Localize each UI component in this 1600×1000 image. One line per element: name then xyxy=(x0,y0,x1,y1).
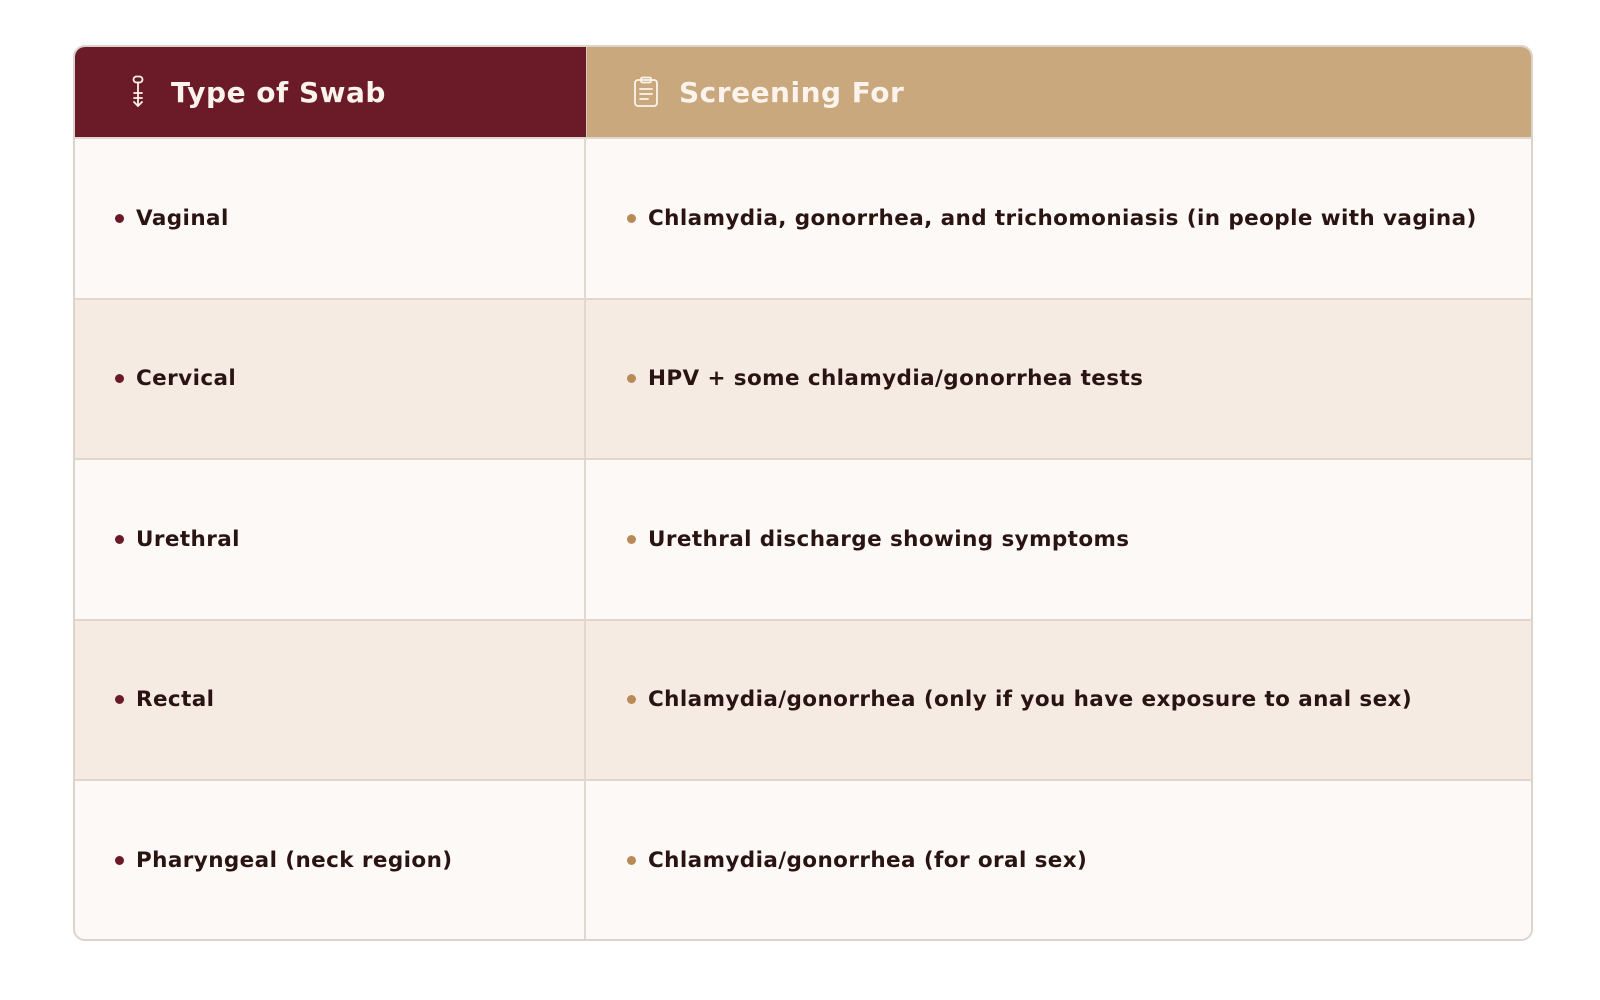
screening-cell xyxy=(586,300,1531,459)
screening-text: Chlamydia, gonorrhea, and trichomoniasis (in people with vagina) xyxy=(648,205,1477,231)
bullet-icon xyxy=(115,695,124,704)
screening-text: Chlamydia/gonorrhea (for oral sex) xyxy=(648,847,1088,873)
swab-type-text: Rectal xyxy=(136,687,215,713)
screening-cell xyxy=(586,460,1531,619)
swab-icon xyxy=(123,74,153,110)
table-row xyxy=(75,137,1531,298)
swab-type-text: Urethral xyxy=(136,526,240,552)
bullet-icon xyxy=(627,374,636,383)
swab-type-cell xyxy=(75,621,586,780)
screening-cell xyxy=(586,781,1531,940)
screening-text: HPV + some chlamydia/gonorrhea tests xyxy=(648,366,1144,392)
swab-type-text: Cervical xyxy=(136,366,237,392)
header-type-of-swab xyxy=(75,47,586,137)
bullet-icon xyxy=(627,695,636,704)
clipboard-icon xyxy=(631,74,661,110)
swab-type-cell xyxy=(75,139,586,298)
header-type-label: Type of Swab xyxy=(171,75,386,109)
header-screening-label: Screening For xyxy=(679,75,905,109)
screening-text: Chlamydia/gonorrhea (only if you have exposure to anal sex) xyxy=(648,687,1413,713)
swab-screening-table xyxy=(73,45,1533,941)
bullet-icon xyxy=(627,214,636,223)
screening-cell xyxy=(586,139,1531,298)
swab-type-cell xyxy=(75,460,586,619)
header-screening-for xyxy=(586,47,1531,137)
table-row xyxy=(75,458,1531,619)
bullet-icon xyxy=(115,535,124,544)
screening-cell xyxy=(586,621,1531,780)
swab-type-cell xyxy=(75,781,586,940)
bullet-icon xyxy=(115,856,124,865)
table-row xyxy=(75,779,1531,940)
bullet-icon xyxy=(627,535,636,544)
bullet-icon xyxy=(115,214,124,223)
screening-text: Urethral discharge showing symptoms xyxy=(648,526,1130,552)
table-row xyxy=(75,619,1531,780)
swab-type-text: Pharyngeal (neck region) xyxy=(136,847,453,873)
bullet-icon xyxy=(115,374,124,383)
bullet-icon xyxy=(627,856,636,865)
swab-type-cell xyxy=(75,300,586,459)
table-header-row xyxy=(75,47,1531,137)
swab-type-text: Vaginal xyxy=(136,205,229,231)
table-row xyxy=(75,298,1531,459)
